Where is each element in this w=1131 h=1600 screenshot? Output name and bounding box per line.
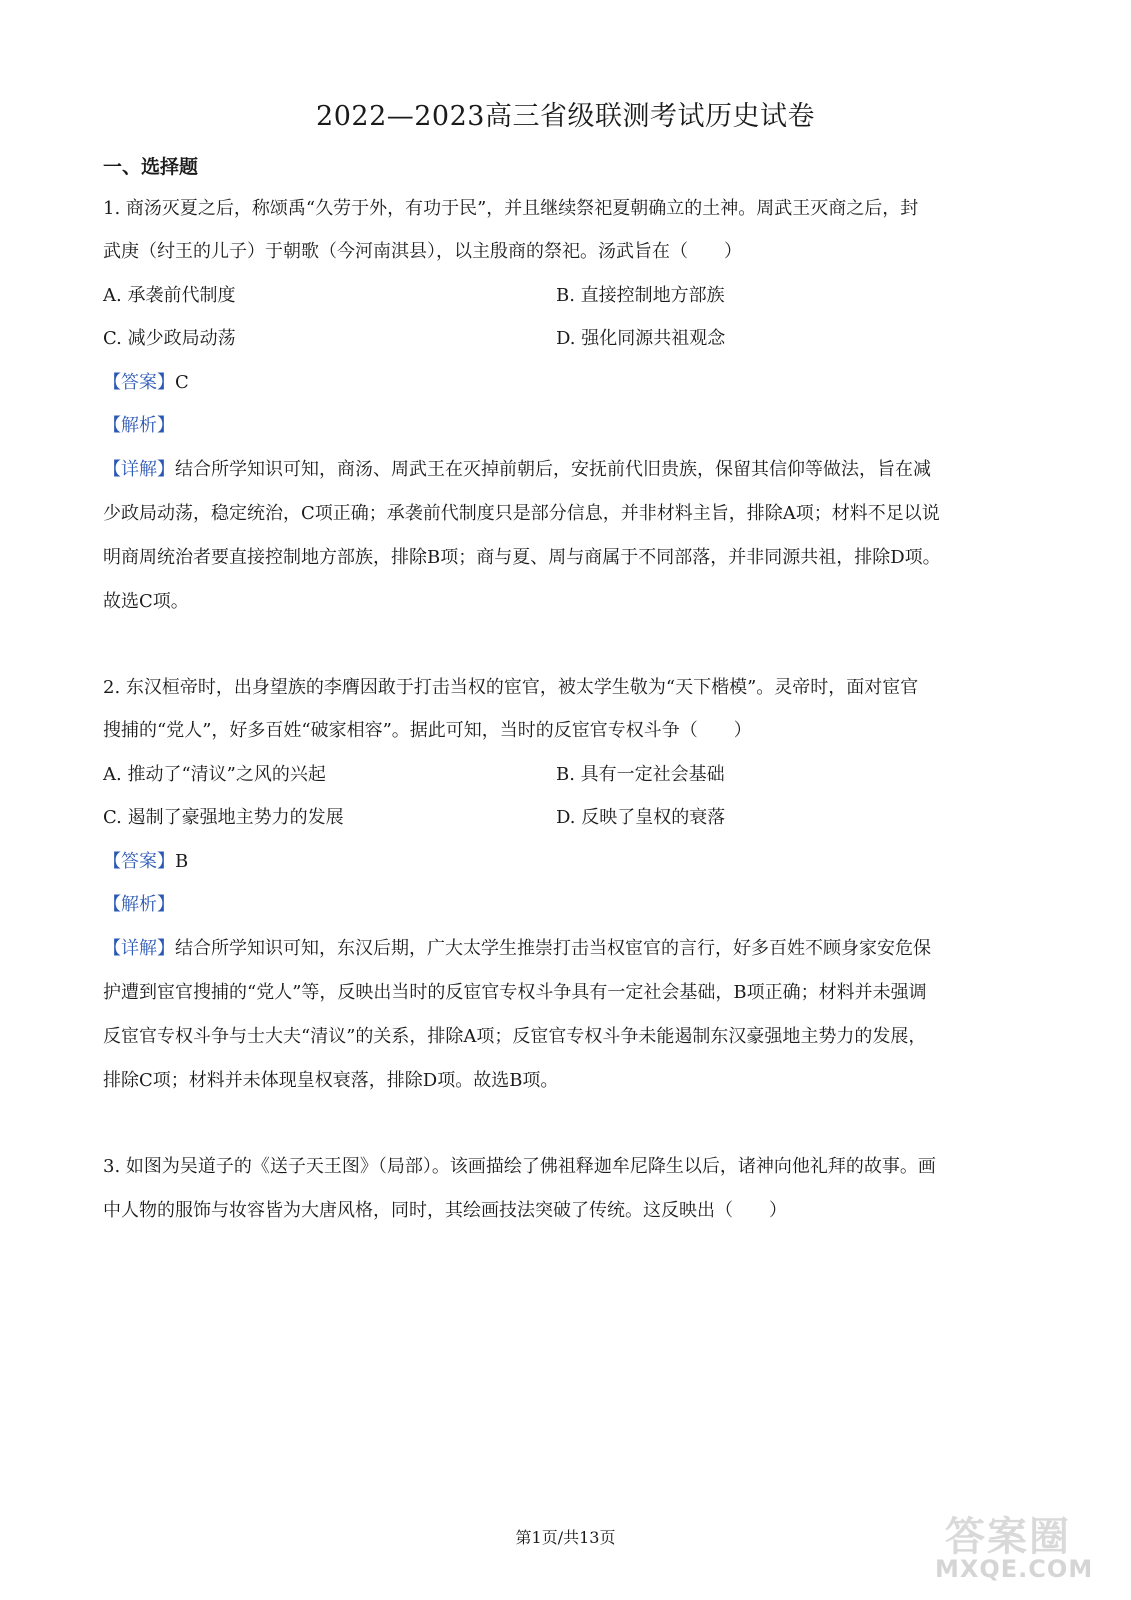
- answer-tag: 【答案】: [103, 372, 175, 393]
- q1-detail-line-1: [103, 458, 931, 482]
- q1-option-d: D. 强化同源共祖观念: [556, 328, 726, 349]
- q2-detail-line-4: 排除C项；材料并未体现皇权衰落，排除D项。故选B项。: [103, 1070, 559, 1091]
- q2-stem-line-2: 搜捕的“党人”，好多百姓“破家相容”。据此可知，当时的反宦官专权斗争（ ）: [103, 720, 752, 741]
- answer-value: B: [175, 851, 189, 872]
- q2-detail-line-3: 反宦官专权斗争与士大夫“清议”的关系，排除A项；反宦官专权斗争未能遏制东汉豪强地主势力的发展，: [103, 1026, 927, 1047]
- q1-option-c: C. 减少政局动荡: [103, 328, 236, 349]
- q2-answer: [103, 850, 188, 874]
- q2-detail-line-2: 护遭到宦官搜捕的“党人”等，反映出当时的反宦官专权斗争具有一定社会基础，B项正确；材料并未强调: [103, 982, 927, 1003]
- detail-tag: 【详解】: [103, 459, 175, 480]
- q2-option-d: D. 反映了皇权的衰落: [556, 807, 726, 828]
- q1-stem-line-2: 武庚（纣王的儿子）于朝歌（今河南淇县），以主殷商的祭祀。汤武旨在（ ）: [103, 241, 742, 262]
- q2-option-a: A. 推动了“清议”之风的兴起: [103, 764, 326, 785]
- watermark-text: 答案圈: [945, 1514, 1071, 1560]
- detail-text: 结合所学知识可知，商汤、周武王在灭掉前朝后，安抚前代旧贵族，保留其信仰等做法，旨在减: [175, 459, 931, 480]
- page-footer: 第1页/共13页: [515, 1528, 616, 1547]
- q2-stem-line-1: 2. 东汉桓帝时，出身望族的李膺因敢于打击当权的宦官，被太学生敬为“天下楷模”。灵帝时，面对宦官: [103, 677, 919, 698]
- watermark-url: MXQE.COM: [935, 1555, 1094, 1583]
- q2-option-c: C. 遏制了豪强地主势力的发展: [103, 807, 344, 828]
- page-title: 2022—2023高三省级联测考试历史试卷: [316, 101, 815, 132]
- q3-stem-line-2: 中人物的服饰与妆容皆为大唐风格，同时，其绘画技法突破了传统。这反映出（ ）: [103, 1200, 787, 1221]
- q2-option-b: B. 具有一定社会基础: [556, 764, 725, 785]
- detail-tag: 【详解】: [103, 938, 175, 959]
- q1-detail-line-2: 少政局动荡，稳定统治，C项正确；承袭前代制度只是部分信息，并非材料主旨，排除A项；材料不足以说: [103, 503, 940, 524]
- detail-text: 结合所学知识可知，东汉后期，广大太学生推崇打击当权宦官的言行，好多百姓不顾身家安危保: [175, 938, 931, 959]
- q1-option-b: B. 直接控制地方部族: [556, 285, 725, 306]
- q1-analysis-tag: 【解析】: [103, 415, 175, 436]
- watermark-logo: [935, 1505, 1115, 1585]
- q1-option-a: A. 承袭前代制度: [103, 285, 236, 306]
- q3-stem-line-1: 3. 如图为吴道子的《送子天王图》（局部）。该画描绘了佛祖释迦牟尼降生以后，诸神向他礼拜的故事。画: [103, 1156, 936, 1177]
- q1-detail-line-4: 故选C项。: [103, 591, 189, 612]
- q1-stem-line-1: 1. 商汤灭夏之后，称颂禹“久劳于外，有功于民”，并且继续祭祀夏朝确立的土神。周武王灭商之后，封: [103, 198, 919, 219]
- q1-answer: [103, 371, 189, 395]
- answer-tag: 【答案】: [103, 851, 175, 872]
- q2-detail-line-1: [103, 937, 931, 961]
- section-heading: 一、选择题: [103, 156, 199, 178]
- q2-analysis-tag: 【解析】: [103, 894, 175, 915]
- answer-value: C: [175, 372, 189, 393]
- q1-detail-line-3: 明商周统治者要直接控制地方部族，排除B项；商与夏、周与商属于不同部落，并非同源共祖，排除D项。: [103, 547, 941, 568]
